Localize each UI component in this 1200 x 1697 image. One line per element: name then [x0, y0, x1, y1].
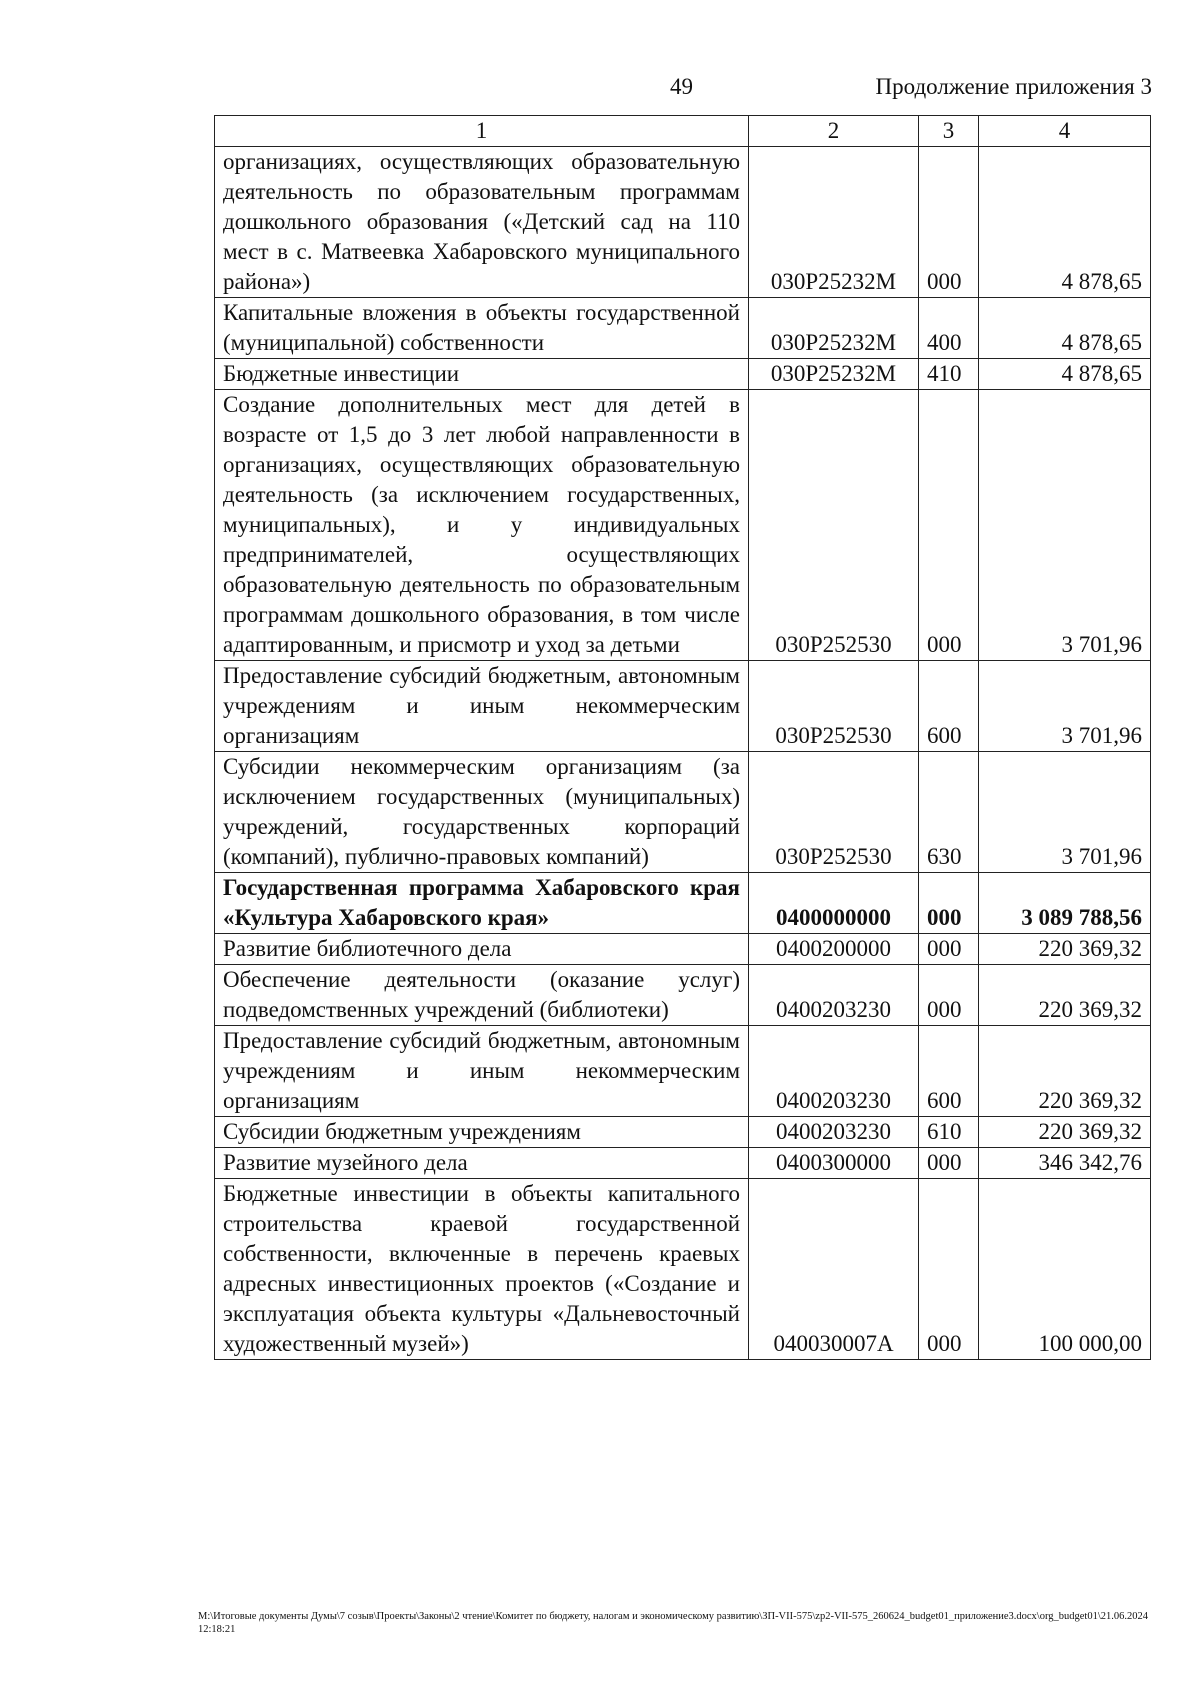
amount-cell: 4 878,65	[979, 147, 1151, 298]
row-name-cell: Бюджетные инвестиции	[215, 359, 749, 390]
table-row	[215, 752, 1151, 873]
table-row	[215, 298, 1151, 359]
target-code-cell: 0400000000	[749, 873, 919, 934]
target-code-cell: 030P252530	[749, 661, 919, 752]
amount-cell: 100 000,00	[979, 1179, 1151, 1360]
expense-type-cell: 000	[919, 965, 979, 1026]
expense-type-cell: 600	[919, 661, 979, 752]
expense-type-cell: 610	[919, 1117, 979, 1148]
row-name-cell: Обеспечение деятельности (оказание услуг) подведомственных учреждений (библиотеки)	[215, 965, 749, 1026]
table-row	[215, 147, 1151, 298]
target-code-cell: 030P25232M	[749, 298, 919, 359]
expense-type-cell: 000	[919, 873, 979, 934]
table-row	[215, 1179, 1151, 1360]
row-name-cell: Развитие библиотечного дела	[215, 934, 749, 965]
target-code-cell: 0400203230	[749, 1026, 919, 1117]
page-number: 49	[670, 74, 693, 99]
expense-type-cell: 000	[919, 934, 979, 965]
target-code-cell: 040030007A	[749, 1179, 919, 1360]
amount-cell: 3 701,96	[979, 390, 1151, 661]
row-name-cell: Создание дополнительных мест для детей в возрасте от 1,5 до 3 лет любой направленности в организациях, осуществляющих образовательную деятельность (за исключением государственных, муниципальных), и у индивидуальных предпринимателей, осуществляющих образовательную деятельность по образовательным программам дошкольного образования, в том числе адаптированным, и присмотр и уход за детьми	[215, 390, 749, 661]
table-header-row	[215, 116, 1151, 147]
amount-cell: 220 369,32	[979, 1117, 1151, 1148]
amount-cell: 3 701,96	[979, 661, 1151, 752]
budget-table	[214, 115, 1151, 1360]
expense-type-cell: 000	[919, 390, 979, 661]
amount-cell: 3 089 788,56	[979, 873, 1151, 934]
row-name-cell: Государственная программа Хабаровского края «Культура Хабаровского края»	[215, 873, 749, 934]
expense-type-cell: 000	[919, 1179, 979, 1360]
expense-type-cell: 410	[919, 359, 979, 390]
table-row	[215, 1148, 1151, 1179]
table-body	[215, 147, 1151, 1360]
amount-cell: 3 701,96	[979, 752, 1151, 873]
row-name-cell: Предоставление субсидий бюджетным, автономным учреждениям и иным некоммерческим организациям	[215, 1026, 749, 1117]
row-name-cell: Субсидии некоммерческим организациям (за исключением государственных (муниципальных) учреждений, государственных корпораций (компаний), публично-правовых компаний)	[215, 752, 749, 873]
table-row	[215, 1026, 1151, 1117]
amount-cell: 220 369,32	[979, 934, 1151, 965]
target-code-cell: 0400300000	[749, 1148, 919, 1179]
expense-type-cell: 000	[919, 147, 979, 298]
amount-cell: 4 878,65	[979, 298, 1151, 359]
table-row	[215, 934, 1151, 965]
amount-cell: 220 369,32	[979, 1026, 1151, 1117]
column-header-3: 3	[919, 116, 979, 147]
table-row	[215, 965, 1151, 1026]
column-header-2: 2	[749, 116, 919, 147]
target-code-cell: 0400203230	[749, 1117, 919, 1148]
amount-cell: 220 369,32	[979, 965, 1151, 1026]
table-row	[215, 661, 1151, 752]
expense-type-cell: 600	[919, 1026, 979, 1117]
target-code-cell: 0400200000	[749, 934, 919, 965]
target-code-cell: 030P252530	[749, 390, 919, 661]
row-name-cell: Предоставление субсидий бюджетным, автономным учреждениям и иным некоммерческим организациям	[215, 661, 749, 752]
target-code-cell: 030P25232M	[749, 147, 919, 298]
table-row	[215, 359, 1151, 390]
row-name-cell: Субсидии бюджетным учреждениям	[215, 1117, 749, 1148]
table-row	[215, 873, 1151, 934]
column-header-1: 1	[215, 116, 749, 147]
row-name-cell: Бюджетные инвестиции в объекты капитального строительства краевой государственной собственности, включенные в перечень краевых адресных инвестиционных проектов («Создание и эксплуатация объекта культуры «Дальневосточный художественный музей»)	[215, 1179, 749, 1360]
row-name-cell: Развитие музейного дела	[215, 1148, 749, 1179]
target-code-cell: 0400203230	[749, 965, 919, 1026]
column-header-4: 4	[979, 116, 1151, 147]
row-name-cell: организациях, осуществляющих образовательную деятельность по образовательным программам дошкольного образования («Детский сад на 110 мест в с. Матвеевка Хабаровского муниципального района»)	[215, 147, 749, 298]
document-path-footer: M:\Итоговые документы Думы\7 созыв\Проекты\Законы\2 чтение\Комитет по бюджету, налогам и экономическому развитию\ЗП-VII-575\zp2-VII-575_260624_budget01_приложение3.docx\org_budget01\21.06.2024 12:18:21	[198, 1611, 1149, 1635]
amount-cell: 4 878,65	[979, 359, 1151, 390]
expense-type-cell: 630	[919, 752, 979, 873]
target-code-cell: 030P25232M	[749, 359, 919, 390]
row-name-cell: Капитальные вложения в объекты государственной (муниципальной) собственности	[215, 298, 749, 359]
expense-type-cell: 400	[919, 298, 979, 359]
table-row	[215, 390, 1151, 661]
table-row	[215, 1117, 1151, 1148]
amount-cell: 346 342,76	[979, 1148, 1151, 1179]
target-code-cell: 030P252530	[749, 752, 919, 873]
expense-type-cell: 000	[919, 1148, 979, 1179]
continuation-label: Продолжение приложения 3	[875, 74, 1152, 99]
